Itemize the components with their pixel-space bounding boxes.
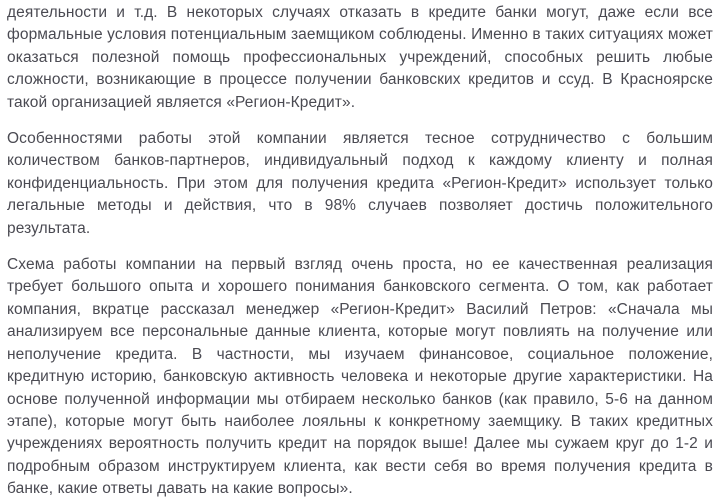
article-paragraph-1: деятельности и т.д. В некоторых случаях отказать в кредите банки могут, даже если все формальные условия потенциальным заемщиком соблюдены. Именно в таких ситуациях может оказаться полезной помощь профессиональных учреждений, способных решить любые сложности, возникающие в процессе получении банковских кредитов и ссуд. В Красноярске такой организацией является «Регион-Кредит».: [7, 4, 713, 111]
article-paragraph-3: Схема работы компании на первый взгляд очень проста, но ее качественная реализация требует большого опыта и хорошего понимания банковского сегмента. О том, как работает компания, вкратце рассказал менеджер «Регион-Кредит» Василий Петров: «Сначала мы анализируем все персональные данные клиента, которые могут повлиять на получение или неполучение кредита. В частности, мы изучаем финансовое, социальное положение, кредитную историю, банковскую активность человека и некоторые другие характеристики. На основе полученной информации мы отбираем несколько банков (как правило, 5-6 на данном этапе), которые могут быть наиболее лояльны к конкретному заемщику. В таких кредитных учреждениях вероятность получить кредит на порядок выше! Далее мы сужаем круг до 1-2 и подробным образом инструктируем клиента, как вести себя во время получения кредита в банке, какие ответы давать на какие вопросы».: [7, 256, 713, 498]
article-paragraph-2: Особенностями работы этой компании является тесное сотрудничество с большим количеством банков-партнеров, индивидуальный подход к каждому клиенту и полная конфиденциальность. При этом для получения кредита «Регион-Кредит» использует только легальные методы и действия, что в 98% случаев позволяет достичь положительного результата.: [7, 130, 713, 237]
